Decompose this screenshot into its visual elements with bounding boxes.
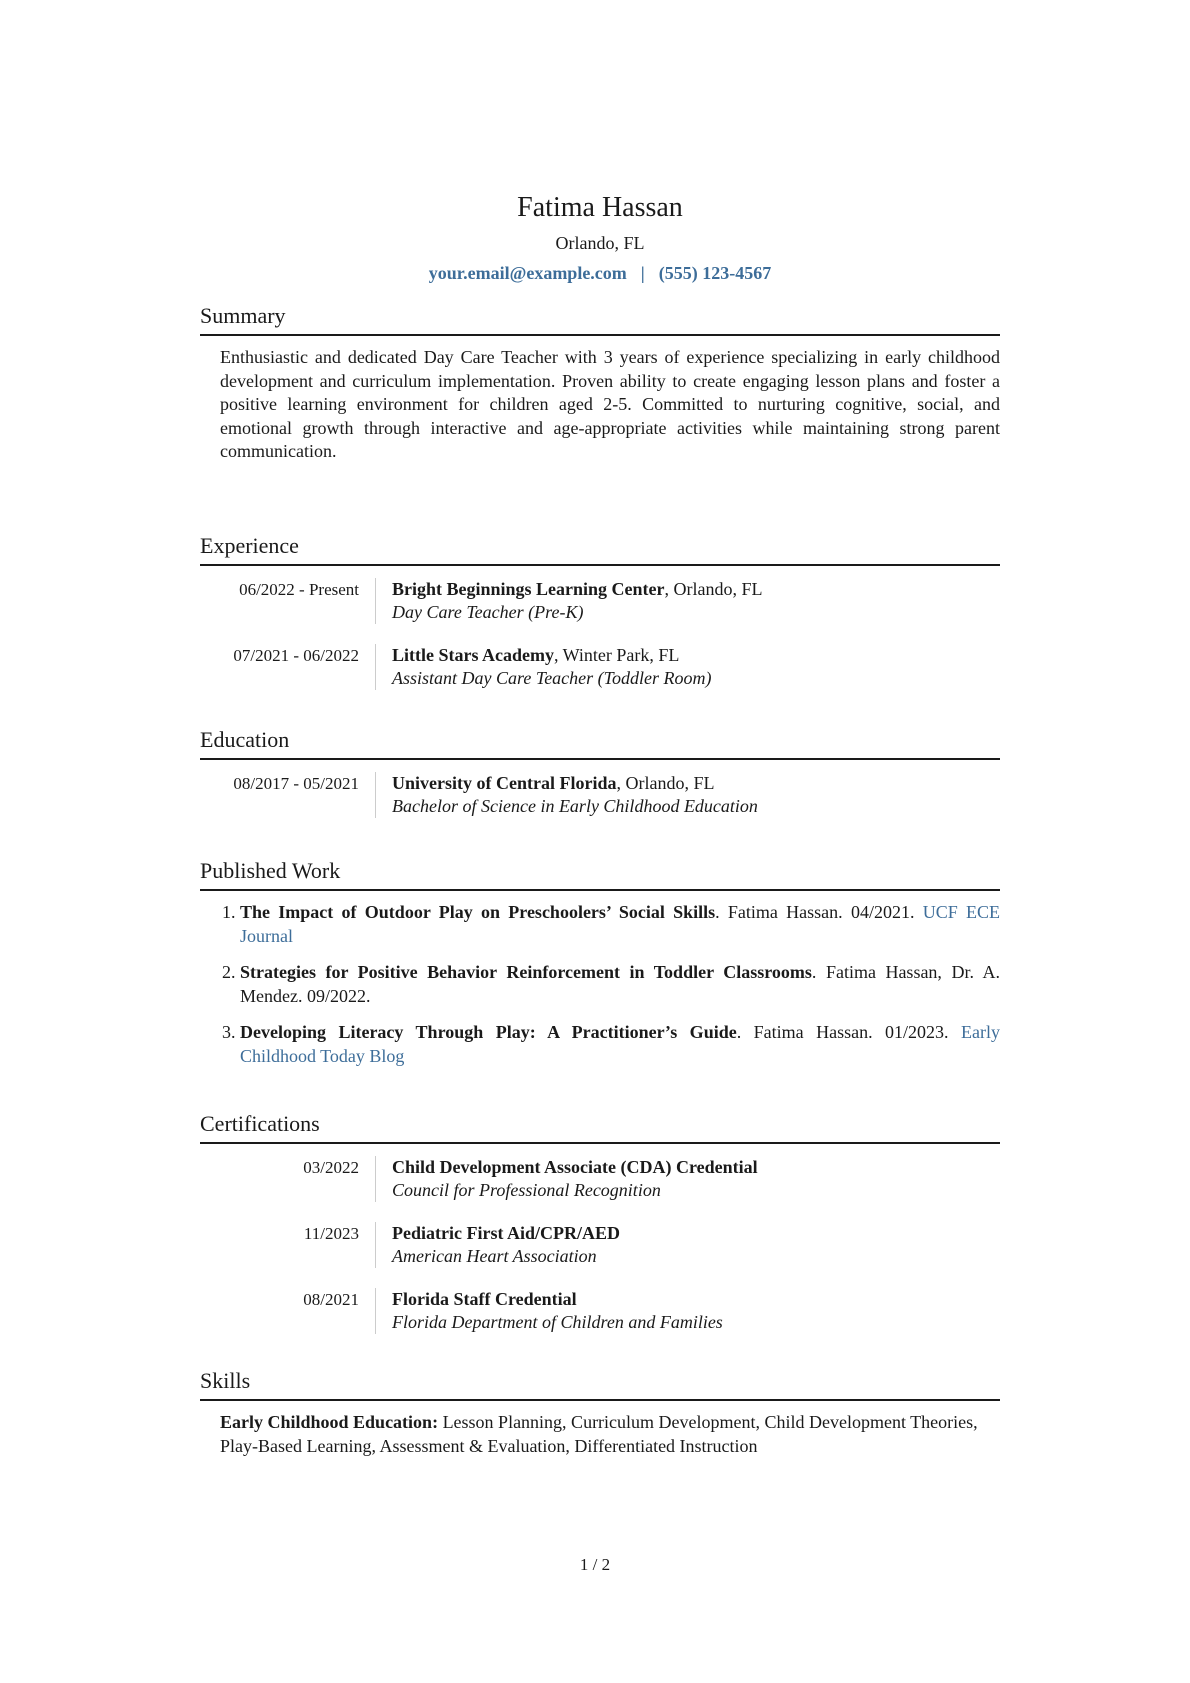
publication-list <box>200 901 1000 1068</box>
entry-role: Bachelor of Science in Early Childhood Education <box>392 796 758 816</box>
entry-body <box>375 578 763 624</box>
experience-entry <box>200 644 1000 690</box>
section-title-education: Education <box>200 726 1000 760</box>
section-title-experience: Experience <box>200 532 1000 566</box>
published-work-section <box>200 857 1000 1081</box>
certification-issuer: Florida Department of Children and Families <box>392 1312 723 1332</box>
entry-date: 08/2017 - 05/2021 <box>233 774 359 793</box>
skills-text <box>220 1411 1000 1458</box>
experience-section <box>200 532 1000 690</box>
entry-date: 11/2023 <box>303 1224 359 1243</box>
certification-issuer: American Heart Association <box>392 1246 597 1266</box>
certification-entry <box>200 1288 1000 1334</box>
skill-category: Early Childhood Education: <box>220 1412 439 1432</box>
section-title-published-work: Published Work <box>200 857 1000 891</box>
entry-location: , Orlando, FL <box>616 773 715 793</box>
resume-header <box>200 190 1000 286</box>
publication-title: Strategies for Positive Behavior Reinforcement in Toddler Classrooms <box>240 962 812 982</box>
entry-role: Assistant Day Care Teacher (Toddler Room) <box>392 668 712 688</box>
certification-entry <box>200 1222 1000 1268</box>
entry-location: , Winter Park, FL <box>553 645 680 665</box>
entry-body <box>375 1288 723 1334</box>
publication-title: The Impact of Outdoor Play on Preschoolers’ Social Skills <box>240 902 716 922</box>
publication-details: . Fatima Hassan. 04/2021. <box>715 902 923 922</box>
email-link[interactable]: your.email@example.com <box>428 263 627 283</box>
publication-details: . Fatima Hassan, Dr. A. Mendez. 09/2022. <box>240 962 1000 1006</box>
entry-organization: University of Central Florida <box>392 773 617 793</box>
publication-item <box>240 901 1000 948</box>
certification-name: Pediatric First Aid/CPR/AED <box>392 1223 620 1243</box>
entry-organization: Little Stars Academy <box>392 645 554 665</box>
summary-text: Enthusiastic and dedicated Day Care Teacher with 3 years of experience specializing in early childhood development and curriculum implementation. Proven ability to create engaging lesson plans and foster a positive learning environment for children aged 2-5. Committed to nurturing cognitive, social, and emotional growth through interactive and age-appropriate activities while maintaining strong parent communication. <box>220 347 1000 461</box>
certifications-section <box>200 1110 1000 1334</box>
publication-venue-link[interactable]: Early Childhood Today Blog <box>240 1022 1000 1066</box>
entry-organization: Bright Beginnings Learning Center <box>392 579 665 599</box>
section-title-skills: Skills <box>200 1367 1000 1401</box>
entry-body <box>375 644 712 690</box>
certification-issuer: Council for Professional Recognition <box>392 1180 661 1200</box>
entry-date: 07/2021 - 06/2022 <box>233 646 359 665</box>
certification-entry <box>200 1156 1000 1202</box>
entry-date: 03/2022 <box>303 1158 359 1177</box>
entry-role: Day Care Teacher (Pre-K) <box>392 602 584 622</box>
section-title-summary: Summary <box>200 302 1000 336</box>
skill-list: Lesson Planning, Curriculum Development, Child Development Theories, Play-Based Learning, Assessment & Evaluation, Differentiated Instruction <box>220 1412 978 1456</box>
education-entry <box>200 772 1000 818</box>
publication-title: Developing Literacy Through Play: A Practitioner’s Guide <box>240 1022 737 1042</box>
publication-venue-link[interactable]: UCF ECE Journal <box>240 902 1000 946</box>
entry-body <box>375 1156 758 1202</box>
entry-date: 08/2021 <box>303 1290 359 1309</box>
entry-body <box>375 1222 620 1268</box>
contact-line <box>200 260 1000 286</box>
certification-name: Child Development Associate (CDA) Credential <box>392 1157 758 1177</box>
experience-entry <box>200 578 1000 624</box>
section-title-certifications: Certifications <box>200 1110 1000 1144</box>
summary-section <box>200 302 1000 464</box>
entry-date: 06/2022 - Present <box>239 580 359 599</box>
certification-name: Florida Staff Credential <box>392 1289 577 1309</box>
page-number: 1 / 2 <box>579 1555 611 1574</box>
skills-section <box>200 1367 1000 1458</box>
entry-body <box>375 772 758 818</box>
education-section <box>200 726 1000 818</box>
publication-item <box>240 961 1000 1008</box>
phone-link[interactable]: (555) 123-4567 <box>658 263 772 283</box>
entry-location: , Orlando, FL <box>664 579 763 599</box>
candidate-location: Orlando, FL <box>555 233 645 253</box>
publication-details: . Fatima Hassan. 01/2023. <box>736 1022 962 1042</box>
publication-item <box>240 1021 1000 1068</box>
contact-separator: | <box>640 263 645 283</box>
candidate-name: Fatima Hassan <box>517 192 683 223</box>
